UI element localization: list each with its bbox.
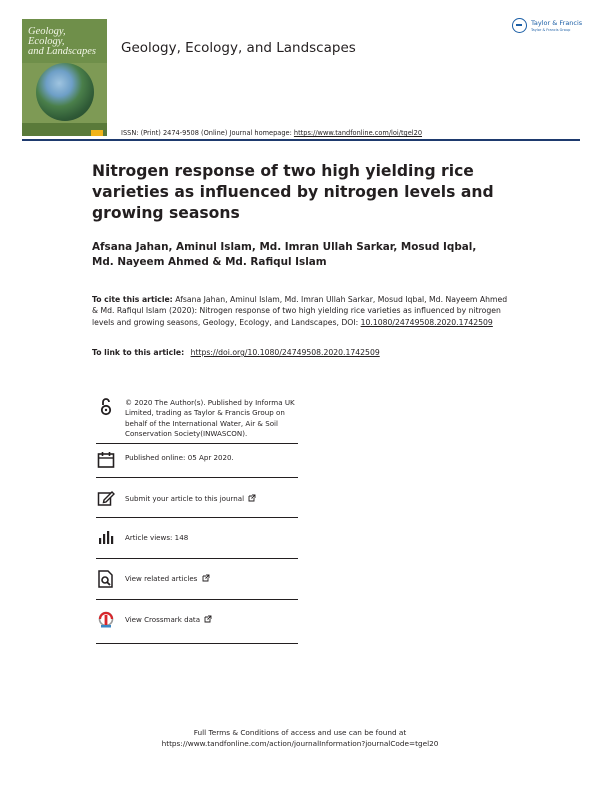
article-authors: Afsana Jahan, Aminul Islam, Md. Imran Ullah Sarkar, Mosud Iqbal, Md. Nayeem Ahmed & Md. Rafiqul Islam: [92, 241, 477, 268]
journal-title: Geology, Ecology, and Landscapes: [121, 40, 356, 56]
article-title: Nitrogen response of two high yielding rice varieties as influenced by nitrogen levels and growing seasons: [92, 162, 494, 222]
submit-label-wrap: [125, 494, 256, 504]
citation-block: [92, 294, 512, 328]
info-divider: [96, 643, 298, 644]
info-divider: [96, 517, 298, 518]
crossmark-data-link[interactable]: View Crossmark data: [125, 615, 201, 624]
edit-icon: [96, 488, 116, 508]
journal-cover-image: [22, 19, 107, 136]
article-doi-link[interactable]: https://doi.org/10.1080/24749508.2020.1742509: [190, 348, 380, 357]
publisher-logo-name: Taylor & Francis: [531, 19, 583, 27]
related-label-wrap: [125, 574, 210, 584]
info-divider: [96, 477, 298, 478]
bar-chart-icon: [96, 528, 116, 548]
citation-doi-link[interactable]: 10.1080/24749508.2020.1742509: [360, 317, 493, 327]
terms-footer-link[interactable]: https://www.tandfonline.com/action/journalInformation?journalCode=tgel20: [161, 739, 439, 748]
article-link-line: [92, 348, 512, 357]
article-link-label: To link to this article:: [92, 348, 185, 357]
terms-footer: [0, 727, 600, 749]
cover-landscape-photo: [36, 63, 94, 121]
submit-article-link[interactable]: Submit your article to this journal: [125, 494, 245, 503]
license-text: © 2020 The Author(s). Published by Informa UK Limited, trading as Taylor & Francis Group on behalf of the International Water, Air & Soil Conservation Society(INWASCON).: [125, 398, 295, 439]
related-articles-link[interactable]: View related articles: [125, 574, 198, 583]
info-divider: [96, 599, 298, 600]
crossmark-icon: [96, 610, 116, 630]
issn-text: ISSN: (Print) 2474-9508 (Online) Journal homepage:: [121, 129, 292, 137]
cover-title-line1: Geology, Ecology,: [28, 26, 66, 47]
related-search-icon: [96, 569, 116, 589]
publisher-logo-tagline: Taylor & Francis Group: [531, 28, 571, 32]
cover-open-access-badge: [91, 130, 103, 136]
open-access-icon: [96, 397, 116, 417]
journal-homepage-link[interactable]: https://www.tandfonline.com/loi/tgel20: [293, 129, 423, 137]
external-link-icon: [204, 615, 212, 623]
crossmark-label-wrap: [125, 615, 212, 625]
issn-line: [121, 129, 422, 137]
calendar-icon: [96, 450, 116, 470]
citation-text: Afsana Jahan, Aminul Islam, Md. Imran Ullah Sarkar, Mosud Iqbal, Md. Nayeem Ahmed & Md. Rafiqul Islam (2020): Nitrogen response of two high yielding rice varieties as influenced by nitrogen levels and growing seasons, Geology, Ecology, and Landscapes, DOI:: [92, 295, 508, 327]
publisher-logo-icon: [512, 18, 527, 33]
publisher-logo: [512, 17, 584, 37]
external-link-icon: [202, 574, 210, 582]
citation-label: To cite this article:: [92, 295, 173, 304]
header-divider: [22, 139, 580, 141]
info-divider: [96, 443, 298, 444]
info-divider: [96, 558, 298, 559]
cover-title-line2: and Landscapes: [28, 46, 96, 57]
cover-title: [28, 27, 104, 57]
published-date: Published online: 05 Apr 2020.: [125, 453, 234, 462]
terms-footer-line1: Full Terms & Conditions of access and use can be found at: [193, 728, 407, 737]
article-views: Article views: 148: [125, 533, 189, 542]
external-link-icon: [248, 494, 256, 502]
